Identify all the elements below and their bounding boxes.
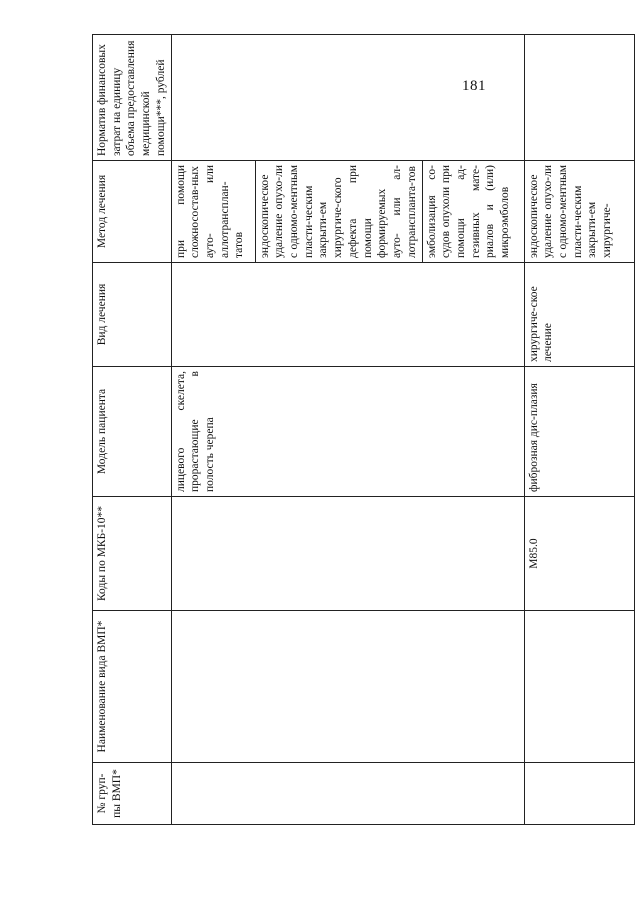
cell-type: хирургиче-ское лечение	[524, 263, 634, 367]
header-type: Вид лечения	[93, 263, 172, 367]
cell-model: фиброзная дис-плазия	[524, 367, 634, 497]
table-row	[171, 35, 255, 825]
cell-method: эндоскопическое удаление опухо-ли с одномо-ментным пласти-ческим закрыти-ем хирургиче-	[524, 161, 634, 263]
cell-code	[171, 497, 524, 611]
header-norm: Норматив финансовых затрат на единицу объема предоставления медицинской помощи***, рублей	[93, 35, 172, 161]
cell-group	[524, 763, 634, 825]
cell-method: эндоскопическое удаление опухо-ли с одномо-ментным пласти-ческим закрыти-ем хирургиче-ского дефекта при помощи формируемых ауто- или ал-лотранспланта-тов	[255, 161, 422, 263]
cell-type	[171, 263, 524, 367]
cell-norm	[524, 35, 634, 161]
header-name: Наименование вида ВМП*	[93, 611, 172, 763]
cell-norm	[171, 35, 524, 161]
header-group: № груп-пы ВМП*	[93, 763, 172, 825]
header-model: Модель пациента	[93, 367, 172, 497]
cell-group	[171, 763, 524, 825]
cell-method: эмболизация со-судов опухоли при помощи ад-гезивных мате-риалов и (или) микроэмболов	[422, 161, 524, 263]
cell-name	[171, 611, 524, 763]
header-codes: Коды по МКБ-10**	[93, 497, 172, 611]
cell-method: при помощи сложносостав-ных ауто- или аллотрансплан-татов	[171, 161, 255, 263]
table-row	[524, 35, 634, 825]
cell-model: лицевого скелета, прорастающие в полость черепа	[171, 367, 524, 497]
header-method: Метод лечения	[93, 161, 172, 263]
cell-code: M85.0	[524, 497, 634, 611]
vmp-table	[92, 34, 635, 825]
cell-name	[524, 611, 634, 763]
page-number: 181	[462, 78, 486, 94]
table-header-row	[93, 35, 172, 825]
